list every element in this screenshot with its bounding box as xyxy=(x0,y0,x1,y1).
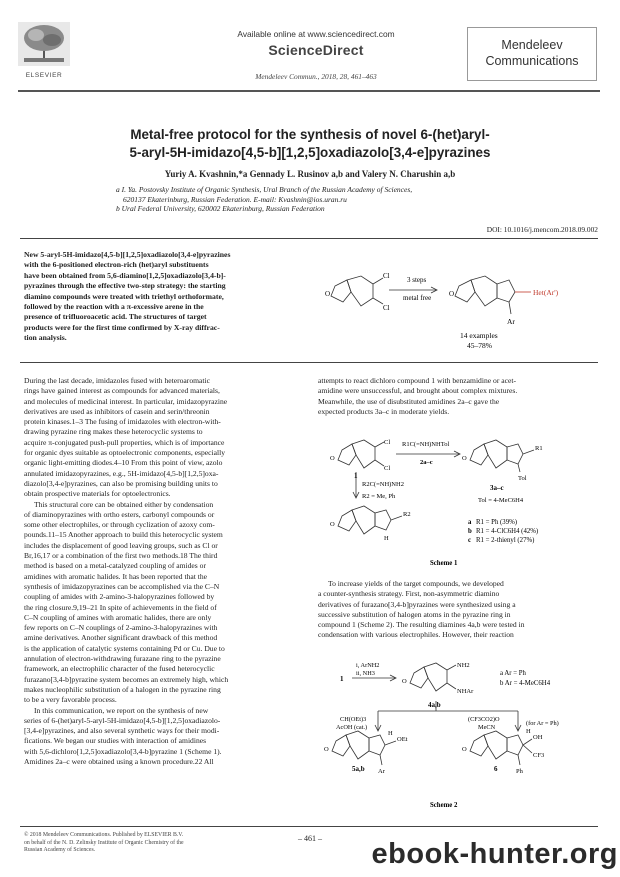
s2-right-cond: (for Ar = Ph) xyxy=(526,720,559,727)
abstract-line: followed by the reaction with a π-excessive arene in the xyxy=(24,302,204,312)
s1-reagent-down: R2C(=NH)NH2 xyxy=(362,481,404,488)
scheme-1 xyxy=(318,420,600,570)
svg-text:O: O xyxy=(402,678,407,685)
body-line: drawing pyrazine ring makes these heterocyclic systems to xyxy=(24,427,203,437)
body-line: coupling of amides with 2-amino-3-halopyrazines followed by xyxy=(24,592,215,602)
right-column-mid-text xyxy=(318,579,598,641)
graphical-abstract xyxy=(315,246,605,356)
doi[interactable]: DOI: 10.1016/j.mencom.2018.09.002 xyxy=(486,225,598,234)
scheme-2-caption: Scheme 2 xyxy=(430,802,458,809)
ga-arrow-bottom: metal free xyxy=(403,294,432,302)
elsevier-tree-icon xyxy=(18,22,70,66)
s2-left-reagent1: CH(OEt)3 xyxy=(340,716,367,723)
s2-left-reagent2: AcOH (cat.) xyxy=(336,724,368,731)
abstract-line: with the 6-positioned electron-rich (het)aryl substituents xyxy=(24,260,209,270)
s1-r2-def: R2 = Me, Ph xyxy=(362,493,396,500)
s1-tol-def: Tol = 4-MeC6H4 xyxy=(478,497,524,504)
body-line: some other electrophiles, or through cyclization of azoxy com- xyxy=(24,520,215,530)
body-line: diazolo[3,4-e]pyrazines, can also be promising building units to xyxy=(24,478,218,488)
ga-arrow-top: 3 steps xyxy=(407,276,427,284)
body-line: To increase yields of the target compounds, we developed xyxy=(328,579,504,588)
s1-cl-bottom: Cl xyxy=(384,465,391,472)
body-line: attempts to react dichloro compound 1 with benzamidine or acet- xyxy=(318,376,517,385)
s1-item-list xyxy=(468,519,538,544)
body-line: annulated imidazopyrazines, e.g., 5H-imidazo[4,5-b][1,2,5]oxa- xyxy=(24,468,219,478)
copyright-line1: © 2018 Mendeleev Communications. Published by ELSEVIER B.V. xyxy=(24,832,184,838)
body-line: furazano[3,4-b]pyrazine system becomes an extremely high, which xyxy=(24,674,229,684)
s2-label-5: 5a,b xyxy=(352,765,365,773)
scheme-2 xyxy=(318,645,600,815)
left-column-text xyxy=(24,376,300,767)
s2-step1: i, ArNH2 xyxy=(356,662,380,669)
svg-text:O: O xyxy=(462,455,467,462)
body-line: a counter-synthesis strategy. First, non-asymmetric diamino xyxy=(318,589,500,599)
s2-step2: ii, NH3 xyxy=(356,670,375,677)
body-line: [3,4-e]pyrazines, and also several synthetic ways for their modi- xyxy=(24,726,220,736)
ga-het-substituent: Het(Ar') xyxy=(533,288,559,297)
journal-name-box xyxy=(467,27,597,81)
body-line: series of 6-(het)aryl-5-aryl-5H-imidazo[4,5-b][1,2,5]oxadiazolo- xyxy=(24,715,221,725)
body-line: derivatives of furazano[3,4-b]pyrazines were synthesized using a xyxy=(318,599,516,609)
s2-oh: OH xyxy=(533,734,543,741)
watermark: ebook-hunter.org xyxy=(371,838,618,870)
affiliation-b: b Ural Federal University, 620002 Ekaterinburg, Russian Federation xyxy=(116,204,325,214)
title-line2: 5-aryl-5H-imidazo[4,5-b][1,2,5]oxadiazolo[3,4-e]pyrazines xyxy=(129,145,491,160)
body-line: to be a very favorable process. xyxy=(24,695,117,705)
author-list: Yuriy A. Kvashnin,*a Gennady L. Rusinov a,b and Valery N. Charushin a,b xyxy=(164,169,456,179)
body-line: pounds.11–15 Another approach to build this heterocyclic system xyxy=(24,530,223,540)
available-online-text: Available online at www.sciencedirect.com xyxy=(237,29,395,39)
body-line: and molecules of medicinal interest. In particular, imidazopyrazine xyxy=(24,396,228,406)
body-line: During the last decade, imidazoles fused with heteroaromatic xyxy=(24,376,210,385)
body-line: C–N coupling of amines with aromatic halides, there are only xyxy=(24,612,212,622)
body-line: synthesis of imidazopyrazines can be accomplished via the C–N xyxy=(24,581,220,591)
body-line: framework, an electrophilic character of the fused heterocyclic xyxy=(24,664,215,674)
body-line: with 5,6-dichloro[1,2,5]oxadiazolo[3,4-b]pyrazine 1 (Scheme 1). xyxy=(24,746,222,756)
body-line: expected products 3a–c in moderate yields. xyxy=(318,406,450,416)
s2-nhar: NHAr xyxy=(457,688,474,695)
body-line: obtain prospective materials for optoelectronics. xyxy=(24,489,171,499)
affiliation-a-line1: a I. Ya. Postovsky Institute of Organic Synthesis, Ural Branch of the Russian Academy of Sciences, xyxy=(116,185,413,194)
copyright-line3: Russian Academy of Sciences. xyxy=(24,847,96,854)
ga-yield: 45–78% xyxy=(467,341,492,350)
s2-oet: OEt xyxy=(397,736,408,743)
body-line: compound 1 (Scheme 2). The resulting diamines 4a,b were tested in xyxy=(318,620,525,630)
s1-tol: Tol xyxy=(518,475,527,482)
s1-item-c-text: R1 = 2-thienyl (27%) xyxy=(476,537,535,544)
body-line: Meanwhile, the use of disubstituted amidines 2a–c gave the xyxy=(318,396,500,406)
svg-text:O: O xyxy=(330,521,335,528)
abstract-line: New 5-aryl-5H-imidazo[4,5-b][1,2,5]oxadiazolo[3,4-e]pyrazines xyxy=(24,250,231,259)
s2-6-ph: Ph xyxy=(516,768,523,775)
journal-name-line1: Mendeleev xyxy=(501,38,563,52)
ga-ar-substituent: Ar xyxy=(507,317,515,326)
svg-text:O: O xyxy=(462,746,467,753)
s2-nh2: NH2 xyxy=(457,662,470,669)
body-line: Br,16,17 or a combination of the first two methods.18 The third xyxy=(24,551,218,561)
body-line: successive substitution of halogen atoms in the pyrazine ring in xyxy=(318,609,511,619)
body-line: makes nucleophilic substitution of a halogen in the pyrazine ring xyxy=(24,684,221,694)
abstract-line: products were for the first time confirmed by X-ray diffrac- xyxy=(24,322,220,332)
sciencedirect-brand: ScienceDirect xyxy=(268,42,364,58)
s1-item-b-key: b xyxy=(468,528,472,535)
body-line: organic light-emitting diodes.4–10 From this point of view, azolo xyxy=(24,458,223,468)
s2-right-reagent1: (CF3CO2)O xyxy=(468,716,500,723)
s1-product-label: 3a–c xyxy=(490,484,504,492)
citation-line: Mendeleev Commun., 2018, 28, 461–463 xyxy=(255,72,377,81)
abstract-line: have been obtained from 5,6-diamino[1,2,5]oxadiazolo[3,4-b]- xyxy=(24,270,226,280)
s1-r2: R2 xyxy=(403,511,411,518)
body-line: annulation of electron-withdrawing furazane ring to the pyrazine xyxy=(24,654,221,664)
affiliations xyxy=(116,185,596,214)
abstract-line: presence of trifluoroacetic acid. The structures of target xyxy=(24,312,207,322)
body-line: includes the displacement of good leaving groups, such as Cl or xyxy=(24,540,218,550)
body-line: method is based on a metal-catalyzed coupling of amides or xyxy=(24,561,206,571)
body-line: the ring closure.9,19–21 In spite of achievements in the field of xyxy=(24,602,217,612)
copyright-line2: on behalf of the N. D. Zelinsky Institute of Organic Chemistry of the xyxy=(24,839,184,846)
s1-start-label: 1 xyxy=(354,472,358,480)
body-line: of diaminopyrazines with ortho esters, carbonyl compounds or xyxy=(24,509,215,519)
svg-text:O: O xyxy=(324,746,329,753)
ga-examples: 14 examples xyxy=(460,331,498,340)
s1-item-a-key: a xyxy=(468,519,472,526)
body-line: condensation with various electrophiles. However, their reaction xyxy=(318,630,514,640)
s1-reagent-label: 2a–c xyxy=(420,459,433,466)
body-line: is the application of catalytic systems containing Pd or Cu. Due to xyxy=(24,643,225,653)
s2-label-6: 6 xyxy=(494,765,498,773)
s2-5-h: H xyxy=(388,730,393,737)
s2-right-reagent2: MeCN xyxy=(478,724,496,731)
footer-rule xyxy=(20,826,598,827)
elsevier-wordmark: ELSEVIER xyxy=(25,72,63,79)
body-line: rings have gained interest as compounds for advanced materials, xyxy=(24,386,220,396)
svg-text:O: O xyxy=(449,290,455,298)
abstract-text xyxy=(24,250,300,344)
svg-text:O: O xyxy=(325,290,331,298)
scheme-1-caption: Scheme 1 xyxy=(430,560,458,567)
affiliation-a-line2: 620137 Ekaterinburg, Russian Federation. E-mail: Kvashnin@ios.uran.ru xyxy=(123,194,347,204)
s2-cf3: CF3 xyxy=(533,752,545,759)
abstract-top-rule xyxy=(20,238,598,239)
svg-text:Cl: Cl xyxy=(383,272,390,280)
s2-item-a: a Ar = Ph xyxy=(500,670,526,677)
s1-item-b-text: R1 = 4-ClC6H4 (42%) xyxy=(476,528,539,535)
s1-reagent-top: R1C(=NH)NHTol xyxy=(402,441,450,448)
svg-text:O: O xyxy=(330,455,335,462)
s2-6-h: H xyxy=(526,728,531,735)
right-column-top-text xyxy=(318,376,598,417)
body-line: This structural core can be obtained either by condensation xyxy=(34,499,214,509)
body-line: derivatives are used as inhibitors of casein and serin/threonin xyxy=(24,406,210,416)
abstract-line: pyrazines through the effective two-step strategy: the starting xyxy=(24,281,226,291)
body-line: amidine were unsuccessful, and brought about complex mixtures. xyxy=(318,386,518,396)
page-number: – 461 – xyxy=(298,834,322,843)
s1-item-a-text: R1 = Ph (39%) xyxy=(476,519,518,526)
body-line: fications. We began our studies with interaction of amidines xyxy=(24,736,207,746)
body-line: acquire π-conjugated push-pull properties, which is of importance xyxy=(24,437,225,447)
s2-5-ar: Ar xyxy=(378,768,385,775)
abstract-line: tion analysis. xyxy=(24,333,67,343)
header-rule xyxy=(18,90,600,92)
s2-product-label: 4a,b xyxy=(428,701,441,709)
body-line: Amidines 2a–c were obtained using a known procedure.22 All xyxy=(24,756,214,766)
body-line: In this communication, we report on the synthesis of new xyxy=(34,705,209,715)
s1-r1: R1 xyxy=(535,445,543,452)
abstract-bottom-rule xyxy=(20,362,598,363)
body-line: protein kinases.1–3 The fusing of imidazoles with electron-with- xyxy=(24,417,221,427)
article-title xyxy=(20,126,600,162)
journal-name-line2: Communications xyxy=(485,54,579,68)
elsevier-logo xyxy=(18,22,70,79)
body-line: few reports on C–N couplings of 2-amino-3-halopyrazines with xyxy=(24,623,218,633)
svg-text:Cl: Cl xyxy=(383,304,390,312)
s2-start-label: 1 xyxy=(340,675,344,683)
s1-cl-top: Cl xyxy=(384,439,391,446)
body-line: amine derivatives. Another significant drawback of this method xyxy=(24,633,218,643)
s1-nh: H xyxy=(384,535,389,542)
title-line1: Metal-free protocol for the synthesis of novel 6-(het)aryl- xyxy=(130,127,490,142)
abstract-line: diamino compounds were treated with triethyl orthoformate, xyxy=(24,291,224,301)
body-line: amidines with aromatic halides. It has been reported that the xyxy=(24,571,208,581)
s1-item-c-key: c xyxy=(468,537,472,544)
s2-item-b: b Ar = 4-MeC6H4 xyxy=(500,680,551,687)
body-line: for organic dyes suitable as optoelectronic components, especially xyxy=(24,448,226,458)
